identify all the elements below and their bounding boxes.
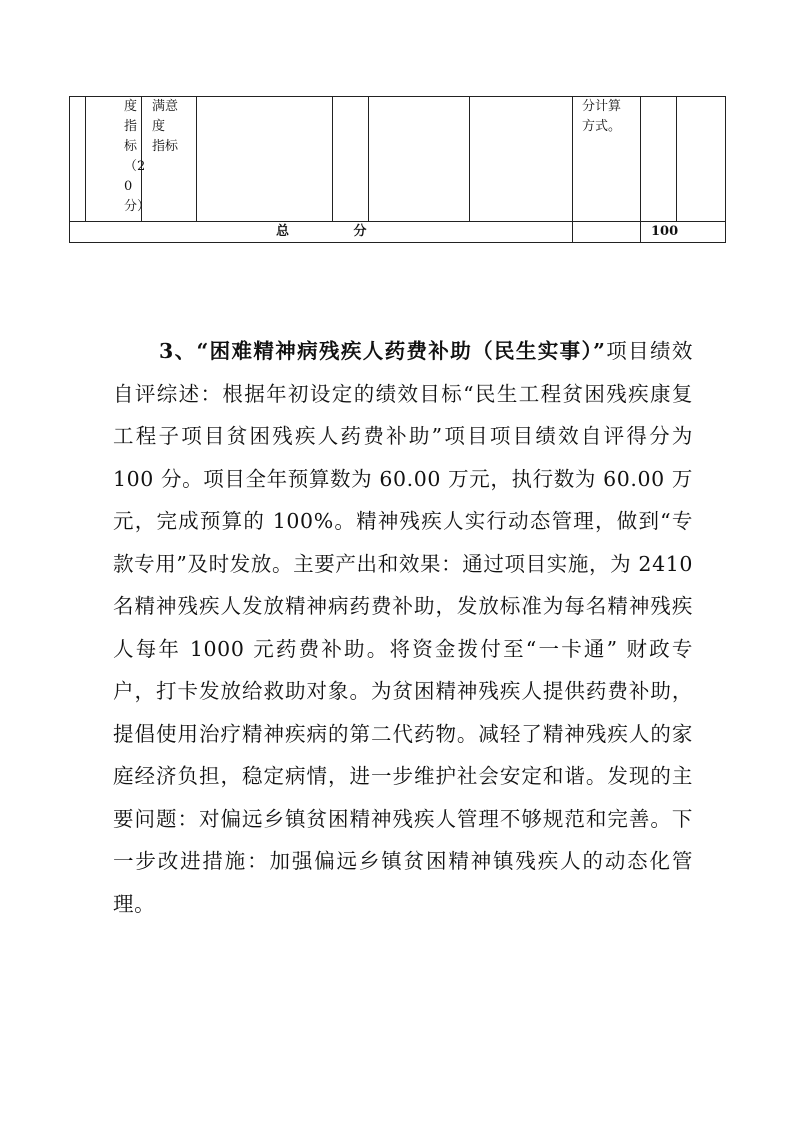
total-value: 100 — [651, 224, 679, 239]
table-cell — [197, 97, 333, 222]
category-label: 度 指 标 （2 0 分） — [124, 99, 151, 214]
indicator-label: 满意 度 指标 — [152, 99, 179, 154]
section-body: 项目绩效自评综述：根据年初设定的绩效目标“民生工程贫困残疾康复工程子项目贫困残疾人药费补助”项目项目绩效自评得分为 100 分。项目全年预算数为 60.00 万元，执行数为 60.00 万元，完成预算的 100%。精神残疾人实行动态管理，做到“专款专用”及时发放。主要产出和效果：通过项目实施，为 2410 名精神残疾人发放精神病药费补助，发放标准为每名精神残疾人每年 1000 元药费补助。将资金拨付至“一卡通” 财政专户，打卡发放给救助对象。为贫困精神残疾人提供药费补助，提倡使用治疗精神疾病的第二代药物。减轻了精神残疾人的家庭经济负担，稳定病情，进一步维护社会安定和谐。发现的主要问题：对偏远乡镇贫困精神残疾人管理不够规范和完善。下一步改进措施：加强偏远乡镇贫困精神镇残疾人的动态化管理。 — [113, 339, 694, 916]
total-label: 总 分 — [276, 224, 367, 239]
table-row-total — [70, 222, 726, 243]
section-heading: “困难精神病残疾人药费补助（民生实事）” — [196, 339, 606, 363]
table-cell — [369, 97, 470, 222]
section-number: 3、 — [159, 339, 197, 363]
table-cell — [70, 97, 86, 222]
total-label-cell — [70, 222, 573, 243]
table-cell — [573, 222, 641, 243]
method-label: 分计算 方式。 — [582, 99, 622, 134]
project-summary-paragraph — [113, 330, 693, 925]
total-value-cell — [641, 222, 726, 243]
table-cell — [470, 97, 573, 222]
table-cell — [641, 97, 677, 222]
table-cell — [333, 97, 369, 222]
table-cell-method — [573, 97, 641, 222]
table-cell — [677, 97, 726, 222]
table-row — [70, 97, 726, 222]
evaluation-table — [69, 96, 726, 243]
table-cell-category — [86, 97, 151, 222]
